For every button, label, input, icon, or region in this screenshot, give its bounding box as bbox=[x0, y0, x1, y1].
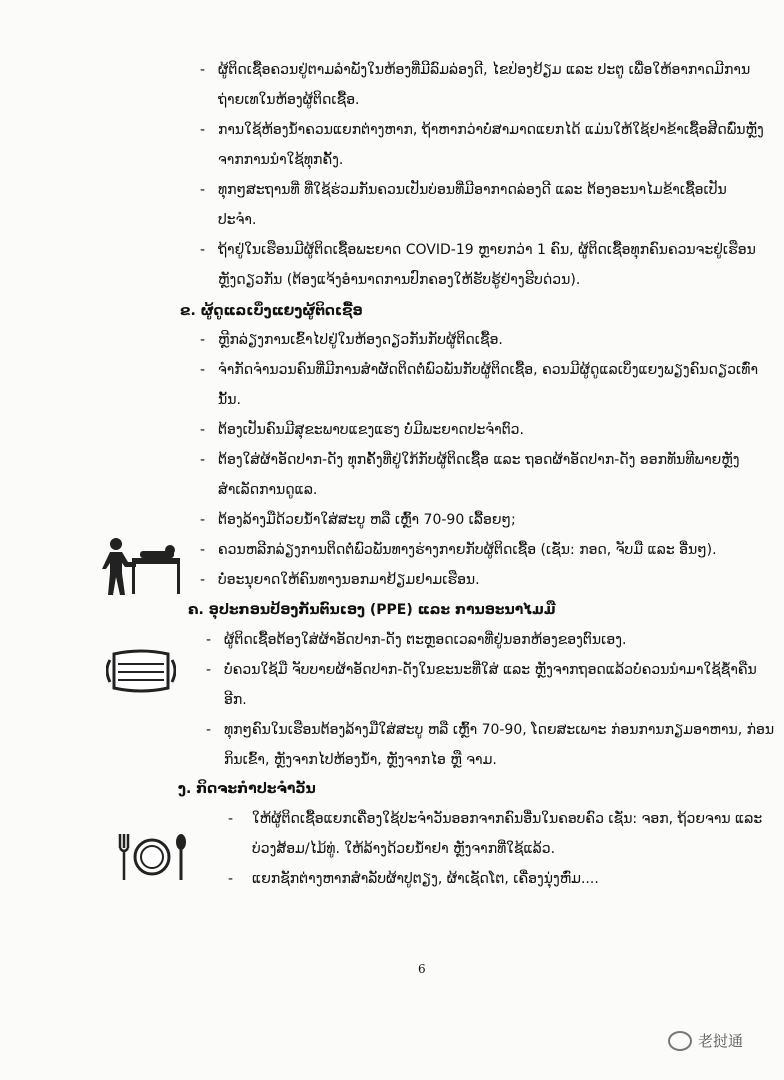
bullet-dash: - bbox=[200, 332, 206, 348]
body-line: ຫຼີກລ່ຽງການເຂົ້າໄປຢູ່ໃນຫ້ອງດຽວກັນກັບຜູ້ຕິດເຊື້ອ. bbox=[218, 332, 503, 348]
body-line: ບໍ່ອະນຸຍາດໃຫ້ຄົນທາງນອກມາຢ້ຽມຢາມເຮືອນ. bbox=[218, 572, 480, 588]
body-line: ອີກ. bbox=[224, 692, 247, 708]
page-number: 6 bbox=[418, 962, 426, 976]
bullet-dash: - bbox=[200, 512, 206, 528]
bullet-dash: - bbox=[200, 572, 206, 588]
bullet-dash: - bbox=[200, 122, 206, 138]
plate-cutlery-icon bbox=[114, 830, 190, 884]
bullet-dash: - bbox=[206, 662, 212, 678]
body-line: ຕ້ອງລ້າງມືດ້ວຍນ້ຳໃສ່ສະບູ ຫລື ເຫຼົ້າ 70-90 ເລື້ອຍໆ; bbox=[218, 512, 516, 528]
body-line: ການໃຊ້ຫ້ອງນ້ຳຄວນແຍກຕ່າງຫາກ, ຖ້າຫາກວ່າບໍ່ສາມາດແຍກໄດ້ ແມ່ນໃຫ້ໃຊ້ຢາຂ້າເຊື້ອສີດພົ່ນຫຼັງ bbox=[218, 122, 764, 138]
body-line: ປະຈຳ. bbox=[218, 212, 257, 228]
body-line: ຄວນຫລີກລ່ຽງການຕິດຕໍ່ພົວພັນທາງຮ່າງກາຍກັບຜູ້ຕິດເຊື້ອ (ເຊັ່ນ: ກອດ, ຈັບມື ແລະ ອື່ນໆ). bbox=[218, 542, 717, 558]
body-line: ບໍ່ຄວນໃຊ້ມື ຈັບບາຍຜ້າອັດປາກ-ດັງໃນຂະນະທີ່ໃສ່ ແລະ ຫຼັງຈາກຖອດແລ້ວບໍ່ຄວນນຳມາໃຊ້ຊ້ຳຄືນ bbox=[224, 662, 757, 678]
body-line: ຕ້ອງເປັນຄົນມີສຸຂະພາບແຂງແຮງ ບໍ່ມີພະຍາດປະຈຳຕົວ. bbox=[218, 422, 524, 438]
body-line: ໃຫ້ຜູ້ຕິດເຊື້ອແຍກເຄື່ອງໃຊ້ປະຈຳວັນອອກຈາກຄົນອື່ນໃນຄອບຄົວ ເຊັ່ນ: ຈອກ, ຖ້ວຍຈານ ແລະ bbox=[252, 811, 763, 827]
watermark bbox=[668, 1030, 743, 1051]
face-mask-icon bbox=[106, 646, 176, 696]
bullet-dash: - bbox=[228, 871, 234, 887]
body-line: ຫຼັງດຽວກັນ (ຕ້ອງແຈ້ງອຳນາດການປົກຄອງໃຫ້ຮັບຮູ້ຢ່າງຮີບດ່ວນ). bbox=[218, 272, 581, 288]
body-line: ນັ້ນ. bbox=[218, 392, 241, 408]
bullet-dash: - bbox=[200, 362, 206, 378]
body-line: ຖ່າຍເທໃນຫ້ອງຜູ້ຕິດເຊື້ອ. bbox=[218, 92, 360, 108]
body-line: ຜູ້ຕິດເຊື້ອຄວນຢູ່ຕາມລຳພັງໃນຫ້ອງທີ່ມີລົມລ່ອງດີ, ໄຂປ່ອງຢ້ຽມ ແລະ ປະຕູ ເພື່ອໃຫ້ອາກາດມີການ bbox=[218, 62, 751, 78]
body-line: ບ່ວງສ້ອມ/ໄມ້ທູ່. ໃຫ້ລ້າງດ້ວຍນ້ຳຢາ ຫຼັງຈາກທີ່ໃຊ້ແລ້ວ. bbox=[252, 841, 556, 857]
body-line: ທຸກໆຄົນໃນເຮືອນຕ້ອງລ້າງມືໃສ່ສະບູ ຫລື ເຫຼົ້າ 70-90, ໂດຍສະເພາະ ກ່ອນການກຽມອາຫານ, ກ່ອນ bbox=[224, 722, 775, 738]
bullet-dash: - bbox=[200, 242, 206, 258]
bullet-dash: - bbox=[206, 722, 212, 738]
body-line: ທຸກໆສະຖານທີ່ ທີ່ໃຊ້ຮ່ວມກັນຄວນເປັນບ່ອນທີ່ມີອາກາດລ່ອງດີ ແລະ ຕ້ອງອະນາໄມຂ້າເຊື້ອເປັນ bbox=[218, 182, 727, 198]
body-line: ຕ້ອງໃສ່ຜ້າອັດປາກ-ດັງ ທຸກຄັ້ງທີ່ຢູ່ໃກ້ກັບຜູ້ຕິດເຊື້ອ ແລະ ຖອດຜ້າອັດປາກ-ດັງ ອອກທັນທີພາຍຫຼັງ bbox=[218, 452, 740, 468]
body-line: ຈາກການນຳໃຊ້ທຸກຄັ້ງ. bbox=[218, 152, 344, 168]
bullet-dash: - bbox=[206, 632, 212, 648]
body-line: ສຳເລັດການດູແລ. bbox=[218, 482, 318, 498]
body-line: ຜູ້ຕິດເຊື້ອຕ້ອງໃສ່ຜ້າອັດປາກ-ດັງ ຕະຫຼອດເວລາທີ່ຢູ່ນອກຫ້ອງຂອງຕົນເອງ. bbox=[224, 632, 627, 648]
body-line: ຈຳກັດຈຳນວນຄົນທີ່ມີການສຳຜັດຕິດຕໍ່ພົວພັນກັບຜູ້ຕິດເຊື້ອ, ຄວນມີຜູ້ດູແລເບິ່ງແຍງພຽງຄົນດຽວເທົ່າ bbox=[218, 362, 759, 378]
body-line: ກິນເຂົ້າ, ຫຼັງຈາກໄປຫ້ອງນ້ຳ, ຫຼັງຈາກໄອ ຫຼື ຈາມ. bbox=[224, 752, 497, 768]
bullet-dash: - bbox=[200, 182, 206, 198]
section-heading-ppe: ຄ. ອຸປະກອນປ້ອງກັນຕົນເອງ (PPE) ແລະ ການອະນາໄມມື bbox=[188, 602, 556, 618]
caregiver-bed-icon bbox=[102, 536, 182, 598]
bullet-dash: - bbox=[200, 542, 206, 558]
bullet-dash: - bbox=[200, 422, 206, 438]
watermark-text: 老挝通 bbox=[698, 1032, 744, 1050]
bullet-dash: - bbox=[228, 811, 234, 827]
bullet-dash: - bbox=[200, 452, 206, 468]
section-heading-daily: ງ. ກິດຈະກຳປະຈຳວັນ bbox=[178, 781, 316, 797]
bullet-dash: - bbox=[200, 62, 206, 78]
body-line: ແຍກຊັກຕ່າງຫາກສຳລັບຜ້າປູຕຽງ, ຜ້າເຊັດໂຕ, ເຄື່ອງນຸ່ງຫົ່ມ.... bbox=[252, 871, 599, 887]
body-line: ຖ້າຢູ່ໃນເຮືອນມີຜູ້ຕິດເຊື້ອພະຍາດ COVID-19 ຫຼາຍກວ່າ 1 ຄົນ, ຜູ້ຕິດເຊື້ອທຸກຄົນຄວນຈະຢູ່ເຮືອນ bbox=[218, 242, 756, 258]
wechat-logo-icon bbox=[668, 1031, 692, 1051]
section-heading-caregiver: ຂ. ຜູ້ດູແລເບິ່ງແຍງຜູ້ຕິດເຊື້ອ bbox=[180, 303, 363, 319]
